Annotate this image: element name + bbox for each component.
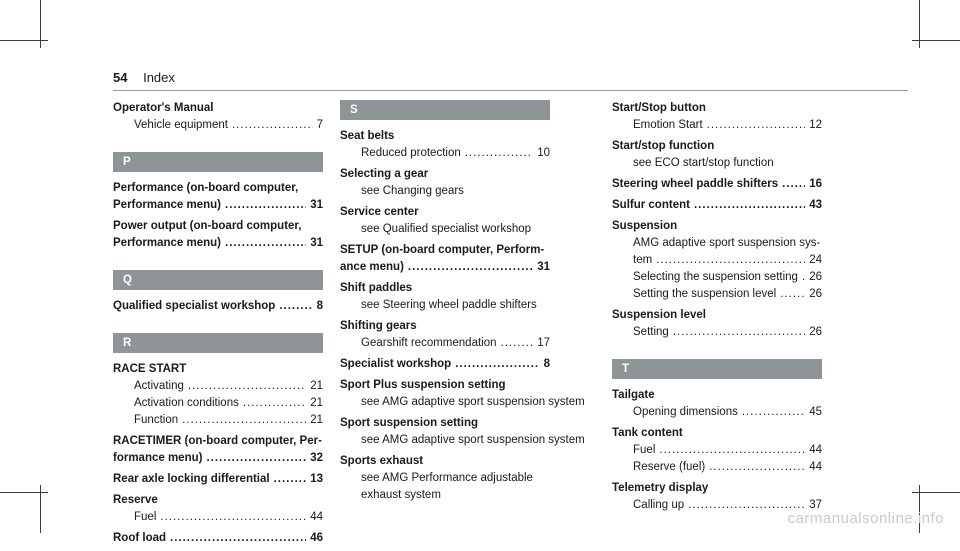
index-entry — [612, 197, 822, 214]
index-term — [612, 425, 822, 442]
index-entry — [340, 453, 550, 504]
entry-label: Reduced protection — [361, 147, 461, 159]
entry-label: RACETIMER (on-board computer, Per- — [113, 435, 322, 447]
dot-leader — [694, 197, 805, 214]
index-entry — [612, 176, 822, 193]
dot-leader — [188, 378, 306, 395]
page-reference-link[interactable]: 8 — [316, 300, 323, 312]
index-entry — [113, 471, 323, 488]
dot-leader — [707, 117, 806, 134]
page-title: Index — [143, 70, 175, 85]
index-entry — [113, 218, 323, 252]
entry-label: Suspension level — [612, 309, 706, 321]
index-term — [113, 218, 323, 235]
entry-label: Calling up — [633, 499, 685, 511]
index-entry — [340, 128, 550, 162]
index-column-2 — [340, 100, 585, 508]
page-reference-link[interactable]: 21 — [310, 397, 323, 409]
entry-spacer — [612, 341, 822, 345]
entry-label: Steering wheel paddle shifters — [612, 178, 779, 190]
index-term — [612, 387, 822, 404]
entry-label: AMG adaptive sport suspension sys- — [633, 237, 821, 249]
entry-label: Setting the suspension level — [633, 288, 777, 300]
index-entry — [113, 492, 323, 526]
entry-label: Activating — [134, 380, 184, 392]
entry-label: see AMG Performance adjustable — [361, 472, 533, 484]
index-subentry — [612, 459, 822, 476]
entry-label: Setting — [633, 326, 669, 338]
index-term — [340, 166, 550, 183]
entry-label: Tank content — [612, 427, 683, 439]
index-subentry — [612, 117, 822, 134]
crop-mark — [0, 40, 48, 41]
entry-label: see AMG adaptive sport suspension system — [361, 396, 585, 408]
index-term — [612, 197, 822, 214]
entry-label: Roof load — [113, 532, 167, 544]
entry-spacer — [113, 315, 323, 319]
header-rule — [113, 90, 908, 91]
entry-label: Sport suspension setting — [340, 417, 479, 429]
index-entry — [340, 318, 550, 352]
dot-leader — [279, 298, 312, 315]
page-reference-link[interactable]: 26 — [809, 326, 822, 338]
page-reference-link[interactable]: 44 — [809, 444, 822, 456]
page-reference-link[interactable]: 45 — [809, 406, 822, 418]
page-reference-link[interactable]: 37 — [809, 499, 822, 511]
index-entry — [113, 180, 323, 214]
index-entry — [612, 218, 822, 303]
index-term — [113, 471, 323, 488]
entry-label: Operator's Manual — [113, 102, 214, 114]
entry-label: Rear axle locking differential — [113, 473, 270, 485]
entry-label: Fuel — [134, 511, 157, 523]
entry-label: Performance menu) — [113, 199, 222, 211]
entry-label: Seat belts — [340, 130, 395, 142]
index-subentry — [340, 487, 550, 504]
entry-label: SETUP (on-board computer, Perform- — [340, 244, 545, 256]
dot-leader — [160, 509, 306, 526]
dot-leader — [408, 259, 533, 276]
dot-leader — [501, 335, 534, 352]
watermark: carmanualsonline.info — [787, 510, 944, 527]
index-subentry — [113, 412, 323, 429]
entry-label: see Qualified specialist workshop — [361, 223, 532, 235]
index-term — [113, 298, 323, 315]
section-header: T — [612, 359, 822, 379]
entry-label: Start/Stop button — [612, 102, 706, 114]
entry-spacer — [113, 547, 323, 551]
page-reference-link[interactable]: 12 — [809, 119, 822, 131]
entry-label: Activation conditions — [134, 397, 239, 409]
dot-leader — [656, 252, 805, 269]
entry-label: Gearshift recommendation — [361, 337, 497, 349]
index-subentry — [612, 269, 822, 286]
page-reference-link[interactable]: 46 — [310, 532, 323, 544]
entry-label: Sulfur content — [612, 199, 690, 211]
index-subentry — [340, 221, 550, 238]
dot-leader — [182, 412, 306, 429]
index-entry — [340, 242, 550, 276]
index-entry — [340, 356, 550, 373]
dot-leader — [243, 395, 306, 412]
entry-label: Vehicle equipment — [134, 119, 228, 131]
index-term — [612, 138, 822, 155]
section-header: S — [340, 100, 550, 120]
entry-label: Fuel — [633, 444, 656, 456]
index-entry — [612, 100, 822, 134]
index-term — [340, 204, 550, 221]
entry-label: Qualified specialist workshop — [113, 300, 276, 312]
index-entry — [340, 204, 550, 238]
entry-label: see ECO start/stop function — [633, 157, 774, 169]
entry-label: Suspension — [612, 220, 678, 232]
dot-leader — [802, 269, 805, 286]
entry-label: Tailgate — [612, 389, 655, 401]
entry-label: Power output (on-board computer, — [113, 220, 302, 232]
index-subentry — [113, 395, 323, 412]
page-reference-link[interactable]: 10 — [537, 147, 550, 159]
page-reference-link[interactable]: 31 — [310, 199, 323, 211]
index-term — [612, 176, 822, 193]
index-term — [340, 242, 550, 259]
dot-leader — [780, 286, 805, 303]
section-header: R — [113, 333, 323, 353]
index-term — [113, 361, 323, 378]
index-subentry — [113, 117, 323, 134]
index-subentry — [340, 145, 550, 162]
entry-label: tem — [633, 254, 653, 266]
index-term — [340, 318, 550, 335]
index-term — [113, 433, 323, 450]
index-term — [612, 100, 822, 117]
index-term — [113, 492, 323, 509]
index-term — [340, 128, 550, 145]
dot-leader — [225, 197, 306, 214]
section-header: P — [113, 152, 323, 172]
entry-spacer — [113, 134, 323, 138]
index-entry — [340, 166, 550, 200]
page-reference-link[interactable]: 17 — [537, 337, 550, 349]
index-column-1 — [113, 100, 323, 551]
page-reference-link[interactable]: 26 — [809, 271, 822, 283]
index-subentry — [340, 183, 550, 200]
dot-leader — [673, 324, 805, 341]
index-term — [340, 356, 550, 373]
index-entry — [612, 425, 822, 476]
entry-label: Shift paddles — [340, 282, 413, 294]
entry-label: Sport Plus suspension setting — [340, 379, 506, 391]
index-subentry — [612, 442, 822, 459]
dot-leader — [274, 471, 307, 488]
dot-leader — [232, 117, 313, 134]
index-term — [612, 307, 822, 324]
entry-label: ance menu) — [340, 261, 404, 273]
entry-spacer — [113, 252, 323, 256]
index-entry — [340, 377, 585, 411]
index-entry — [340, 415, 585, 449]
index-term — [113, 197, 323, 214]
index-term — [340, 453, 550, 470]
index-subentry — [340, 297, 550, 314]
index-term — [340, 377, 550, 394]
index-subentry — [340, 470, 550, 487]
entry-label: Performance (on-board computer, — [113, 182, 299, 194]
crop-mark — [912, 40, 960, 41]
index-term — [612, 480, 822, 497]
index-entry — [612, 387, 822, 421]
index-entry — [113, 361, 323, 429]
page-reference-link[interactable]: 21 — [310, 380, 323, 392]
index-entry — [113, 298, 323, 315]
page-header — [113, 70, 175, 85]
index-term — [340, 415, 550, 432]
entry-label: formance menu) — [113, 452, 203, 464]
index-entry — [612, 480, 822, 514]
page-reference-link[interactable]: 8 — [543, 358, 550, 370]
index-subentry — [340, 432, 585, 449]
index-term — [113, 235, 323, 252]
dot-leader — [225, 235, 306, 252]
page-reference-link[interactable]: 24 — [809, 254, 822, 266]
index-column-3 — [612, 100, 822, 518]
index-subentry — [612, 404, 822, 421]
page-reference-link[interactable]: 7 — [316, 119, 323, 131]
index-entry — [340, 280, 550, 314]
entry-label: Telemetry display — [612, 482, 709, 494]
entry-label: Reserve (fuel) — [633, 461, 706, 473]
crop-mark — [0, 492, 48, 493]
page-number: 54 — [113, 70, 128, 85]
page-reference-link[interactable]: 16 — [809, 178, 822, 190]
page-reference-link[interactable]: 21 — [310, 414, 323, 426]
page-reference-link[interactable]: 31 — [537, 261, 550, 273]
index-term — [340, 259, 550, 276]
page-reference-link[interactable]: 44 — [809, 461, 822, 473]
index-term — [113, 450, 323, 467]
index-term — [113, 180, 323, 197]
entry-label: Emotion Start — [633, 119, 703, 131]
entry-label: Shifting gears — [340, 320, 417, 332]
dot-leader — [782, 176, 805, 193]
index-subentry — [113, 509, 323, 526]
index-entry — [612, 307, 822, 341]
page-reference-link[interactable]: 44 — [310, 511, 323, 523]
dot-leader — [742, 404, 805, 421]
entry-label: exhaust system — [361, 489, 441, 501]
entry-label: Selecting a gear — [340, 168, 429, 180]
index-subentry — [612, 286, 822, 303]
dot-leader — [709, 459, 805, 476]
entry-label: Opening dimensions — [633, 406, 738, 418]
dot-leader — [659, 442, 805, 459]
index-entry — [612, 138, 822, 172]
index-term — [340, 280, 550, 297]
entry-label: see Changing gears — [361, 185, 464, 197]
dot-leader — [206, 450, 306, 467]
index-subentry — [612, 324, 822, 341]
dot-leader — [465, 145, 533, 162]
page-reference-link[interactable]: 26 — [809, 288, 822, 300]
index-entry — [113, 433, 323, 467]
index-subentry — [612, 235, 822, 252]
index-term — [113, 100, 323, 117]
section-header: Q — [113, 270, 323, 290]
entry-label: Function — [134, 414, 179, 426]
entry-label: Specialist workshop — [340, 358, 452, 370]
entry-label: see Steering wheel paddle shifters — [361, 299, 537, 311]
entry-label: Start/stop function — [612, 140, 715, 152]
page-reference-link[interactable]: 43 — [809, 199, 822, 211]
entry-label: see AMG adaptive sport suspension system — [361, 434, 585, 446]
index-subentry — [612, 252, 822, 269]
crop-mark — [912, 492, 960, 493]
entry-label: RACE START — [113, 363, 187, 375]
entry-spacer — [340, 504, 550, 508]
index-subentry — [612, 155, 822, 172]
entry-label: Service center — [340, 206, 419, 218]
index-subentry — [340, 335, 550, 352]
page-reference-link[interactable]: 13 — [310, 473, 323, 485]
entry-label: Reserve — [113, 494, 158, 506]
index-subentry — [340, 394, 585, 411]
dot-leader — [455, 356, 539, 373]
entry-label: Performance menu) — [113, 237, 222, 249]
page-reference-link[interactable]: 32 — [310, 452, 323, 464]
entry-label: Sports exhaust — [340, 455, 424, 467]
page-reference-link[interactable]: 31 — [310, 237, 323, 249]
index-entry — [113, 100, 323, 134]
index-term — [612, 218, 822, 235]
index-subentry — [113, 378, 323, 395]
entry-label: Selecting the suspension setting — [633, 271, 798, 283]
